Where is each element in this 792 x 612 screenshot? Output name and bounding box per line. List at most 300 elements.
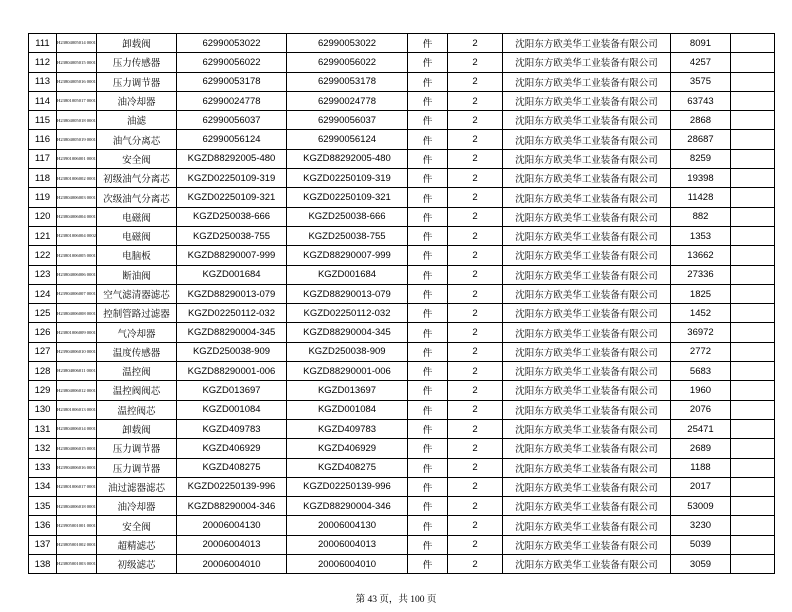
item-code-cell: H23804006008 0001	[57, 304, 97, 323]
item-code-cell: H23804005016 0001	[57, 72, 97, 91]
supplier-cell: 沈阳东方欧美华工业装备有限公司	[503, 323, 671, 342]
item-code-cell: H23801006005 0001	[57, 246, 97, 265]
item-code-cell: H23804005018 0001	[57, 111, 97, 130]
supplier-cell: 沈阳东方欧美华工业装备有限公司	[503, 535, 671, 554]
table-row	[29, 439, 775, 458]
supplier-cell: 沈阳东方欧美华工业装备有限公司	[503, 72, 671, 91]
row-number-cell: 113	[29, 72, 57, 91]
part-name-cell: 油滤	[97, 111, 177, 130]
table-row	[29, 53, 775, 72]
part-number-cell: 62990056022	[287, 53, 408, 72]
price-cell: 1353	[671, 226, 731, 245]
part-name-cell: 温控阀	[97, 362, 177, 381]
row-number-cell: 132	[29, 439, 57, 458]
model-number-cell: KGZD409783	[177, 419, 287, 438]
supplier-cell: 沈阳东方欧美华工业装备有限公司	[503, 246, 671, 265]
part-name-cell: 气冷却器	[97, 323, 177, 342]
table-row	[29, 265, 775, 284]
unit-cell: 件	[408, 91, 448, 110]
row-number-cell: 133	[29, 458, 57, 477]
unit-cell: 件	[408, 342, 448, 361]
empty-cell-cell	[731, 91, 775, 110]
model-number-cell: 62990053178	[177, 72, 287, 91]
part-name-cell: 温度传感器	[97, 342, 177, 361]
item-code-cell: H23801006002 0001	[57, 169, 97, 188]
part-number-cell: KGZD406929	[287, 439, 408, 458]
table-row	[29, 323, 775, 342]
table-row	[29, 91, 775, 110]
quantity-cell: 2	[448, 149, 503, 168]
model-number-cell: KGZD02250109-319	[177, 169, 287, 188]
model-number-cell: KGZD88290004-346	[177, 497, 287, 516]
part-name-cell: 压力传感器	[97, 53, 177, 72]
unit-cell: 件	[408, 53, 448, 72]
table-row	[29, 535, 775, 554]
part-number-cell: KGZD02250109-319	[287, 169, 408, 188]
unit-cell: 件	[408, 362, 448, 381]
table-row	[29, 497, 775, 516]
empty-cell-cell	[731, 362, 775, 381]
price-cell: 36972	[671, 323, 731, 342]
part-number-cell: KGZD88290007-999	[287, 246, 408, 265]
item-code-cell: H23801005017 0001	[57, 91, 97, 110]
quantity-cell: 2	[448, 477, 503, 496]
part-number-cell: 62990056124	[287, 130, 408, 149]
unit-cell: 件	[408, 458, 448, 477]
table-row	[29, 188, 775, 207]
unit-cell: 件	[408, 226, 448, 245]
table-row	[29, 34, 775, 53]
item-code-cell: H23804006018 0001	[57, 497, 97, 516]
model-number-cell: KGZD001084	[177, 400, 287, 419]
part-number-cell: 20006004013	[287, 535, 408, 554]
part-number-cell: 62990024778	[287, 91, 408, 110]
parts-table	[28, 33, 775, 574]
quantity-cell: 2	[448, 207, 503, 226]
unit-cell: 件	[408, 169, 448, 188]
supplier-cell: 沈阳东方欧美华工业装备有限公司	[503, 497, 671, 516]
price-cell: 3230	[671, 516, 731, 535]
empty-cell-cell	[731, 381, 775, 400]
part-number-cell: KGZD02250139-996	[287, 477, 408, 496]
part-number-cell: KGZD250038-909	[287, 342, 408, 361]
empty-cell-cell	[731, 342, 775, 361]
unit-cell: 件	[408, 400, 448, 419]
model-number-cell: KGZD408275	[177, 458, 287, 477]
row-number-cell: 129	[29, 381, 57, 400]
table-row	[29, 284, 775, 303]
row-number-cell: 112	[29, 53, 57, 72]
table-row	[29, 342, 775, 361]
model-number-cell: 62990056022	[177, 53, 287, 72]
part-name-cell: 安全阀	[97, 149, 177, 168]
price-cell: 2689	[671, 439, 731, 458]
model-number-cell: KGZD88290004-345	[177, 323, 287, 342]
quantity-cell: 2	[448, 535, 503, 554]
row-number-cell: 117	[29, 149, 57, 168]
table-row	[29, 555, 775, 574]
item-code-cell: H23804006004 0001	[57, 207, 97, 226]
price-cell: 2076	[671, 400, 731, 419]
model-number-cell: 62990056124	[177, 130, 287, 149]
supplier-cell: 沈阳东方欧美华工业装备有限公司	[503, 342, 671, 361]
price-cell: 19398	[671, 169, 731, 188]
model-number-cell: KGZD001684	[177, 265, 287, 284]
empty-cell-cell	[731, 72, 775, 91]
part-number-cell: KGZD88290013-079	[287, 284, 408, 303]
item-code-cell: H23804005015 0001	[57, 53, 97, 72]
part-name-cell: 安全阀	[97, 516, 177, 535]
model-number-cell: KGZD250038-755	[177, 226, 287, 245]
part-number-cell: KGZD250038-755	[287, 226, 408, 245]
supplier-cell: 沈阳东方欧美华工业装备有限公司	[503, 226, 671, 245]
empty-cell-cell	[731, 555, 775, 574]
empty-cell-cell	[731, 439, 775, 458]
model-number-cell: KGZD88290007-999	[177, 246, 287, 265]
part-name-cell: 电脑板	[97, 246, 177, 265]
part-name-cell: 电磁阀	[97, 226, 177, 245]
supplier-cell: 沈阳东方欧美华工业装备有限公司	[503, 284, 671, 303]
empty-cell-cell	[731, 207, 775, 226]
part-name-cell: 油冷却器	[97, 91, 177, 110]
part-name-cell: 控制管路过滤器	[97, 304, 177, 323]
part-number-cell: KGZD88292005-480	[287, 149, 408, 168]
quantity-cell: 2	[448, 497, 503, 516]
unit-cell: 件	[408, 535, 448, 554]
empty-cell-cell	[731, 188, 775, 207]
row-number-cell: 121	[29, 226, 57, 245]
part-name-cell: 超精滤芯	[97, 535, 177, 554]
supplier-cell: 沈阳东方欧美华工业装备有限公司	[503, 419, 671, 438]
empty-cell-cell	[731, 535, 775, 554]
row-number-cell: 118	[29, 169, 57, 188]
empty-cell-cell	[731, 246, 775, 265]
supplier-cell: 沈阳东方欧美华工业装备有限公司	[503, 265, 671, 284]
table-row	[29, 207, 775, 226]
row-number-cell: 120	[29, 207, 57, 226]
table-row	[29, 400, 775, 419]
part-name-cell: 电磁阀	[97, 207, 177, 226]
part-name-cell: 油过滤器滤芯	[97, 477, 177, 496]
supplier-cell: 沈阳东方欧美华工业装备有限公司	[503, 53, 671, 72]
part-name-cell: 温控阀芯	[97, 400, 177, 419]
part-number-cell: KGZD001084	[287, 400, 408, 419]
part-name-cell: 次级油气分离芯	[97, 188, 177, 207]
supplier-cell: 沈阳东方欧美华工业装备有限公司	[503, 34, 671, 53]
model-number-cell: KGZD250038-666	[177, 207, 287, 226]
unit-cell: 件	[408, 304, 448, 323]
part-name-cell: 断油阀	[97, 265, 177, 284]
model-number-cell: KGZD88290001-006	[177, 362, 287, 381]
part-number-cell: KGZD013697	[287, 381, 408, 400]
empty-cell-cell	[731, 53, 775, 72]
supplier-cell: 沈阳东方欧美华工业装备有限公司	[503, 207, 671, 226]
model-number-cell: 20006004010	[177, 555, 287, 574]
price-cell: 28687	[671, 130, 731, 149]
quantity-cell: 2	[448, 111, 503, 130]
page-footer: 第 43 页，共 100 页	[355, 595, 437, 605]
quantity-cell: 2	[448, 72, 503, 91]
quantity-cell: 2	[448, 342, 503, 361]
price-cell: 2017	[671, 477, 731, 496]
table-row	[29, 419, 775, 438]
empty-cell-cell	[731, 304, 775, 323]
part-number-cell: KGZD001684	[287, 265, 408, 284]
unit-cell: 件	[408, 188, 448, 207]
quantity-cell: 2	[448, 284, 503, 303]
row-number-cell: 122	[29, 246, 57, 265]
model-number-cell: KGZD250038-909	[177, 342, 287, 361]
part-name-cell: 卸载阀	[97, 419, 177, 438]
price-cell: 4257	[671, 53, 731, 72]
quantity-cell: 2	[448, 419, 503, 438]
part-name-cell: 压力调节器	[97, 458, 177, 477]
part-number-cell: KGZD88290001-006	[287, 362, 408, 381]
price-cell: 5683	[671, 362, 731, 381]
model-number-cell: KGZD013697	[177, 381, 287, 400]
part-number-cell: KGZD88290004-345	[287, 323, 408, 342]
item-code-cell: H23804006003 0001	[57, 188, 97, 207]
part-name-cell: 温控阀阀芯	[97, 381, 177, 400]
table-row	[29, 111, 775, 130]
quantity-cell: 2	[448, 265, 503, 284]
model-number-cell: KGZD88290013-079	[177, 284, 287, 303]
price-cell: 13662	[671, 246, 731, 265]
supplier-cell: 沈阳东方欧美华工业装备有限公司	[503, 477, 671, 496]
unit-cell: 件	[408, 381, 448, 400]
part-number-cell: KGZD250038-666	[287, 207, 408, 226]
part-number-cell: KGZD88290004-346	[287, 497, 408, 516]
supplier-cell: 沈阳东方欧美华工业装备有限公司	[503, 458, 671, 477]
price-cell: 2772	[671, 342, 731, 361]
supplier-cell: 沈阳东方欧美华工业装备有限公司	[503, 362, 671, 381]
row-number-cell: 137	[29, 535, 57, 554]
unit-cell: 件	[408, 323, 448, 342]
supplier-cell: 沈阳东方欧美华工业装备有限公司	[503, 304, 671, 323]
empty-cell-cell	[731, 284, 775, 303]
empty-cell-cell	[731, 226, 775, 245]
price-cell: 27336	[671, 265, 731, 284]
quantity-cell: 2	[448, 458, 503, 477]
supplier-cell: 沈阳东方欧美华工业装备有限公司	[503, 149, 671, 168]
quantity-cell: 2	[448, 381, 503, 400]
model-number-cell: KGZD02250112-032	[177, 304, 287, 323]
quantity-cell: 2	[448, 34, 503, 53]
row-number-cell: 134	[29, 477, 57, 496]
item-code-cell: H23801006009 0001	[57, 323, 97, 342]
row-number-cell: 116	[29, 130, 57, 149]
row-number-cell: 126	[29, 323, 57, 342]
part-name-cell: 卸载阀	[97, 34, 177, 53]
item-code-cell: H23804006006 0001	[57, 265, 97, 284]
supplier-cell: 沈阳东方欧美华工业装备有限公司	[503, 111, 671, 130]
model-number-cell: KGZD02250139-996	[177, 477, 287, 496]
part-number-cell: 62990056037	[287, 111, 408, 130]
quantity-cell: 2	[448, 516, 503, 535]
row-number-cell: 131	[29, 419, 57, 438]
row-number-cell: 138	[29, 555, 57, 574]
unit-cell: 件	[408, 284, 448, 303]
empty-cell-cell	[731, 497, 775, 516]
price-cell: 3575	[671, 72, 731, 91]
row-number-cell: 130	[29, 400, 57, 419]
table-row	[29, 477, 775, 496]
unit-cell: 件	[408, 419, 448, 438]
unit-cell: 件	[408, 246, 448, 265]
unit-cell: 件	[408, 72, 448, 91]
row-number-cell: 136	[29, 516, 57, 535]
part-number-cell: 20006004010	[287, 555, 408, 574]
row-number-cell: 123	[29, 265, 57, 284]
quantity-cell: 2	[448, 439, 503, 458]
item-code-cell: H23805001003 0001	[57, 555, 97, 574]
price-cell: 1452	[671, 304, 731, 323]
empty-cell-cell	[731, 111, 775, 130]
part-name-cell: 空气滤清器滤芯	[97, 284, 177, 303]
item-code-cell: H23804006011 0001	[57, 362, 97, 381]
quantity-cell: 2	[448, 226, 503, 245]
supplier-cell: 沈阳东方欧美华工业装备有限公司	[503, 516, 671, 535]
table-row	[29, 458, 775, 477]
price-cell: 5039	[671, 535, 731, 554]
table-row	[29, 381, 775, 400]
model-number-cell: KGZD88292005-480	[177, 149, 287, 168]
part-name-cell: 初级油气分离芯	[97, 169, 177, 188]
item-code-cell: H23804006014 0001	[57, 419, 97, 438]
empty-cell-cell	[731, 458, 775, 477]
row-number-cell: 111	[29, 34, 57, 53]
item-code-cell: H23801006017 0001	[57, 477, 97, 496]
supplier-cell: 沈阳东方欧美华工业装备有限公司	[503, 91, 671, 110]
empty-cell-cell	[731, 516, 775, 535]
item-code-cell: H23805001002 0001	[57, 535, 97, 554]
empty-cell-cell	[731, 400, 775, 419]
empty-cell-cell	[731, 149, 775, 168]
item-code-cell: H23901006001 0001	[57, 149, 97, 168]
empty-cell-cell	[731, 130, 775, 149]
unit-cell: 件	[408, 130, 448, 149]
unit-cell: 件	[408, 111, 448, 130]
row-number-cell: 125	[29, 304, 57, 323]
price-cell: 8091	[671, 34, 731, 53]
model-number-cell: 62990056037	[177, 111, 287, 130]
price-cell: 63743	[671, 91, 731, 110]
price-cell: 1960	[671, 381, 731, 400]
quantity-cell: 2	[448, 169, 503, 188]
part-name-cell: 油气分离芯	[97, 130, 177, 149]
price-cell: 3059	[671, 555, 731, 574]
row-number-cell: 124	[29, 284, 57, 303]
model-number-cell: KGZD406929	[177, 439, 287, 458]
row-number-cell: 135	[29, 497, 57, 516]
quantity-cell: 2	[448, 362, 503, 381]
parts-table-body	[29, 34, 775, 574]
price-cell: 2868	[671, 111, 731, 130]
supplier-cell: 沈阳东方欧美华工业装备有限公司	[503, 130, 671, 149]
empty-cell-cell	[731, 169, 775, 188]
part-number-cell: 20006004130	[287, 516, 408, 535]
quantity-cell: 2	[448, 53, 503, 72]
model-number-cell: 20006004013	[177, 535, 287, 554]
model-number-cell: KGZD02250109-321	[177, 188, 287, 207]
item-code-cell: H23904006016 0001	[57, 458, 97, 477]
table-row	[29, 516, 775, 535]
row-number-cell: 128	[29, 362, 57, 381]
price-cell: 882	[671, 207, 731, 226]
unit-cell: 件	[408, 34, 448, 53]
supplier-cell: 沈阳东方欧美华工业装备有限公司	[503, 169, 671, 188]
part-name-cell: 压力调节器	[97, 439, 177, 458]
price-cell: 11428	[671, 188, 731, 207]
part-name-cell: 初级滤芯	[97, 555, 177, 574]
empty-cell-cell	[731, 34, 775, 53]
empty-cell-cell	[731, 323, 775, 342]
quantity-cell: 2	[448, 400, 503, 419]
table-row	[29, 130, 775, 149]
unit-cell: 件	[408, 477, 448, 496]
part-number-cell: 62990053178	[287, 72, 408, 91]
item-code-cell: H23804005019 0001	[57, 130, 97, 149]
quantity-cell: 2	[448, 130, 503, 149]
table-row	[29, 72, 775, 91]
supplier-cell: 沈阳东方欧美华工业装备有限公司	[503, 439, 671, 458]
model-number-cell: 62990024778	[177, 91, 287, 110]
item-code-cell: H23904006010 0001	[57, 342, 97, 361]
quantity-cell: 2	[448, 304, 503, 323]
item-code-cell: H23905001001 0001	[57, 516, 97, 535]
model-number-cell: 20006004130	[177, 516, 287, 535]
unit-cell: 件	[408, 516, 448, 535]
unit-cell: 件	[408, 207, 448, 226]
table-row	[29, 304, 775, 323]
quantity-cell: 2	[448, 323, 503, 342]
part-name-cell: 压力调节器	[97, 72, 177, 91]
item-code-cell: H23804005014 0001	[57, 34, 97, 53]
item-code-cell: H23804006012 0001	[57, 381, 97, 400]
item-code-cell: H23804006015 0001	[57, 439, 97, 458]
price-cell: 53009	[671, 497, 731, 516]
item-code-cell: H23904006007 0001	[57, 284, 97, 303]
part-number-cell: 62990053022	[287, 34, 408, 53]
unit-cell: 件	[408, 497, 448, 516]
empty-cell-cell	[731, 419, 775, 438]
part-name-cell: 油冷却器	[97, 497, 177, 516]
price-cell: 1825	[671, 284, 731, 303]
quantity-cell: 2	[448, 555, 503, 574]
row-number-cell: 115	[29, 111, 57, 130]
quantity-cell: 2	[448, 91, 503, 110]
part-number-cell: KGZD02250109-321	[287, 188, 408, 207]
table-row	[29, 246, 775, 265]
quantity-cell: 2	[448, 246, 503, 265]
empty-cell-cell	[731, 477, 775, 496]
supplier-cell: 沈阳东方欧美华工业装备有限公司	[503, 381, 671, 400]
part-number-cell: KGZD02250112-032	[287, 304, 408, 323]
empty-cell-cell	[731, 265, 775, 284]
table-row	[29, 362, 775, 381]
model-number-cell: 62990053022	[177, 34, 287, 53]
part-number-cell: KGZD409783	[287, 419, 408, 438]
unit-cell: 件	[408, 555, 448, 574]
unit-cell: 件	[408, 265, 448, 284]
item-code-cell: H23801006004 0002	[57, 226, 97, 245]
table-row	[29, 226, 775, 245]
part-number-cell: KGZD408275	[287, 458, 408, 477]
item-code-cell: H23801006013 0001	[57, 400, 97, 419]
row-number-cell: 114	[29, 91, 57, 110]
supplier-cell: 沈阳东方欧美华工业装备有限公司	[503, 188, 671, 207]
table-row	[29, 149, 775, 168]
